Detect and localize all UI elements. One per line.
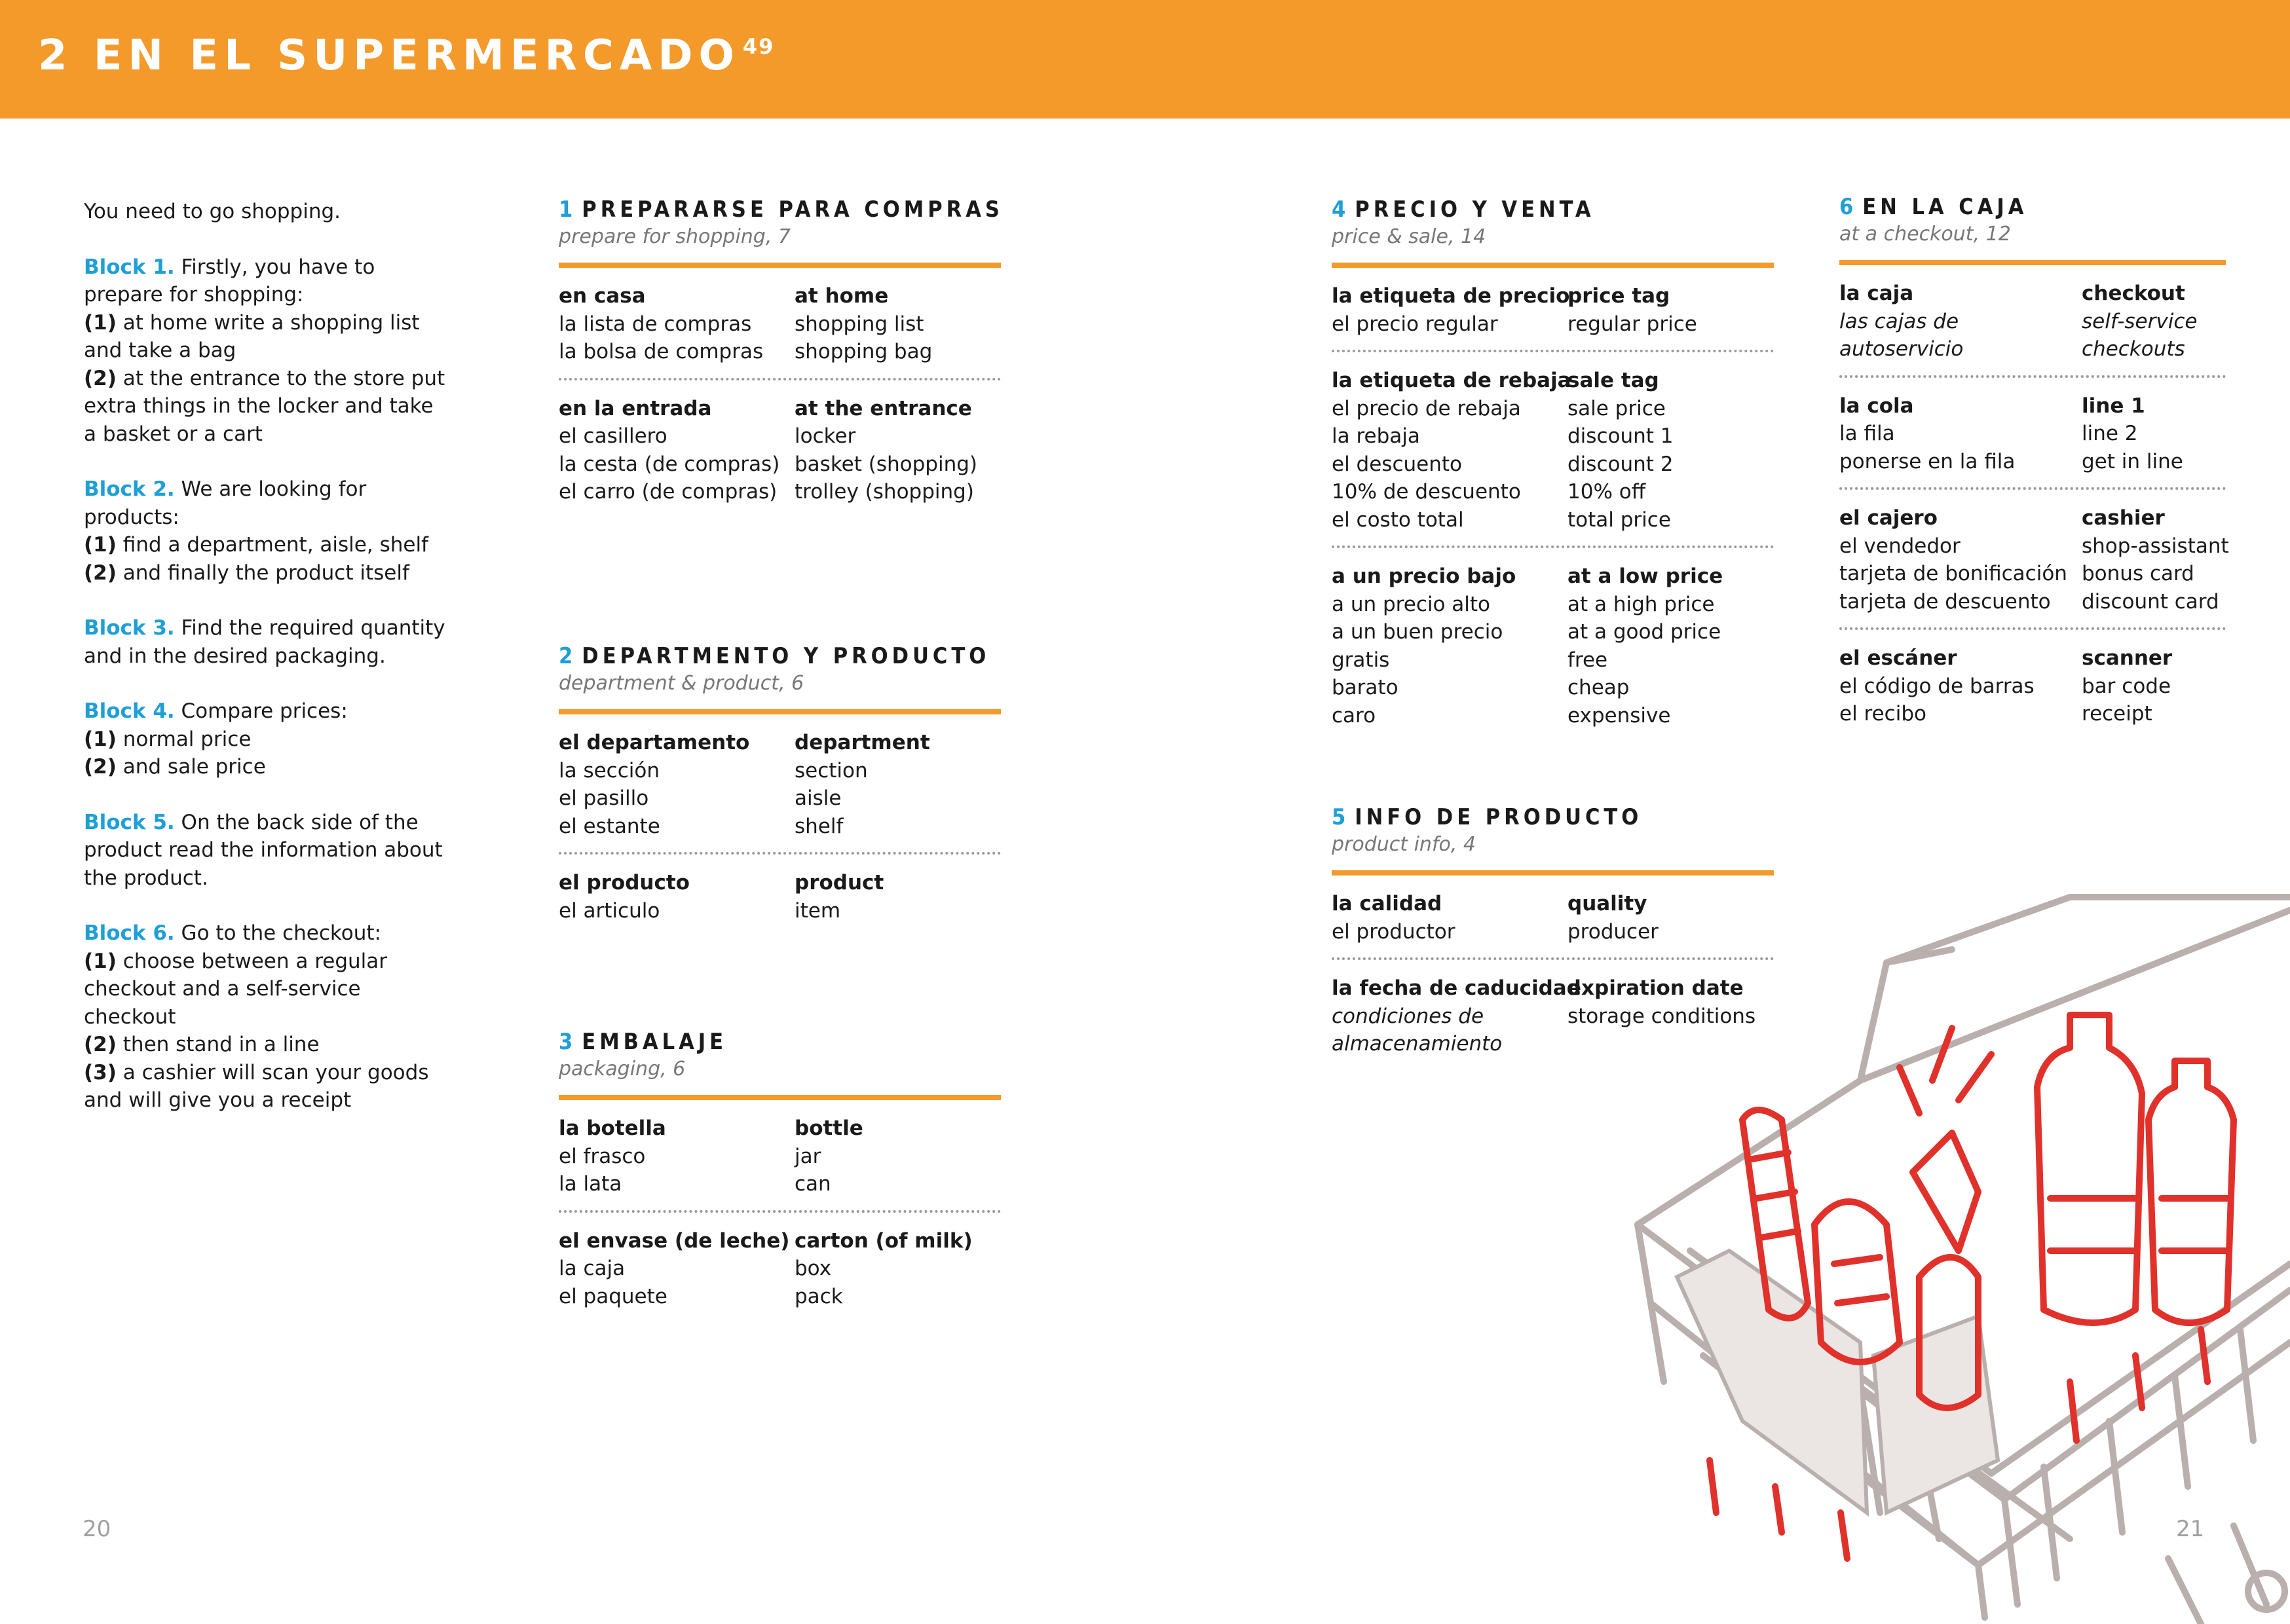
vocab-row [559, 1170, 1001, 1198]
section-heading [559, 1029, 1001, 1055]
vocab-row [559, 813, 1001, 841]
vocab-row [559, 897, 1001, 925]
vocab-row [1839, 280, 2226, 308]
english-term: sale price [1567, 396, 1666, 420]
vocab-row [1839, 392, 2226, 420]
spanish-term: el frasco [559, 1144, 646, 1168]
vocab-row [1839, 532, 2229, 561]
spanish-term: el escáner [1839, 646, 1957, 670]
english-term: item [795, 898, 841, 923]
spanish-term: a un precio alto [1332, 592, 1491, 616]
step-text: and finally the product itself [116, 561, 409, 585]
section-number: 3 [559, 1029, 577, 1055]
vocab-group [559, 729, 1001, 840]
vocab-group [1332, 350, 1774, 534]
english-term: shopping list [795, 312, 924, 336]
spanish-term: 10% de descuento [1332, 480, 1521, 504]
vocab-row [559, 282, 1001, 310]
section-title: INFO DE PRODUCTO [1355, 804, 1643, 830]
vocab-row [1332, 646, 1774, 674]
vocab-row [559, 1143, 1001, 1171]
english-term: locker [795, 424, 856, 448]
spanish-term: el producto [559, 871, 690, 895]
spanish-term: la rebaja [1332, 424, 1420, 448]
spanish-term: la lata [559, 1172, 622, 1196]
section-title: EN LA CAJA [1862, 194, 2028, 220]
vocab-row [559, 1115, 1001, 1143]
step-text: a cashier will scan your goods and will give you a receipt [84, 1060, 429, 1112]
vocab-row [559, 338, 1001, 366]
english-term: department [795, 731, 930, 754]
section-rule [559, 263, 1001, 268]
english-term: cashier [2082, 506, 2165, 530]
section-heading [1839, 194, 2226, 220]
spanish-term: la caja [559, 1257, 626, 1280]
vocab-group [559, 1115, 1001, 1198]
vocab-row [1332, 674, 1774, 702]
spanish-term: el descuento [1332, 452, 1462, 476]
english-term: at home [795, 284, 889, 308]
english-term: basket (shopping) [795, 452, 977, 476]
spanish-term: a un buen precio [1332, 620, 1503, 644]
vocab-row [1332, 591, 1774, 619]
english-term: can [795, 1172, 831, 1196]
section-at-checkout [1839, 194, 2229, 728]
spanish-term: el casillero [559, 424, 667, 448]
section-rule [1332, 870, 1774, 876]
section-heading [1332, 196, 1774, 223]
page-number-left: 20 [83, 1516, 111, 1542]
instruction-block [84, 697, 451, 781]
vocab-group [559, 852, 1001, 925]
section-number: 2 [559, 643, 577, 669]
english-term: bar code [2082, 674, 2171, 698]
english-term: quality [1567, 892, 1647, 915]
spanish-term: la botella [559, 1116, 666, 1140]
block-text: We are looking for products: [84, 477, 367, 529]
step-text: at home write a shopping list and take a bag [84, 310, 420, 362]
vocab-row [559, 451, 1001, 479]
vocab-row [1839, 335, 2226, 363]
section-subtitle: price & sale, 14 [1332, 225, 1486, 248]
instruction-block [84, 919, 451, 1115]
vocab-group [559, 282, 1001, 366]
vocab-group [1839, 487, 2229, 616]
spanish-term: la fila [1839, 422, 1895, 445]
step-number: (1) [84, 533, 117, 557]
vocab-row [1839, 420, 2226, 448]
english-term: box [795, 1257, 832, 1280]
english-term: section [795, 758, 868, 783]
english-term: shopping bag [795, 340, 933, 363]
section-heading [559, 643, 1001, 669]
chapter-title: 2 EN EL SUPERMERCADO $^{49}$ [38, 31, 775, 80]
english-term: at a good price [1567, 620, 1721, 644]
vocab-row [559, 1227, 1001, 1255]
english-term: at the entrance [795, 396, 972, 420]
step-number: (2) [84, 755, 117, 779]
block-text: Compare prices: [174, 699, 348, 723]
step-text: and sale price [116, 755, 266, 779]
step-number: (1) [84, 310, 117, 335]
vocab-row [559, 784, 1001, 813]
vocab-row [559, 729, 1001, 757]
english-term: scanner [2082, 646, 2173, 670]
spanish-term: el pasillo [559, 786, 649, 810]
spanish-term: el articulo [559, 898, 660, 923]
spanish-term: en la entrada [559, 396, 712, 420]
spanish-term: tarjeta de descuento [1839, 589, 2051, 614]
section-number: 6 [1839, 194, 1858, 220]
english-term: discount card [2082, 589, 2219, 614]
vocab-row [1839, 504, 2226, 532]
vocab-group [1332, 282, 1774, 338]
section-subtitle: prepare for shopping, 7 [559, 225, 791, 248]
spanish-term: almacenamiento [1332, 1032, 1503, 1056]
spanish-term: la cesta (de compras) [559, 452, 780, 476]
spanish-term: el cajero [1839, 506, 1938, 530]
step-number: (2) [84, 1033, 117, 1056]
block-label: Block 4. [84, 699, 175, 723]
spanish-term: el estante [559, 814, 660, 838]
vocab-row [559, 310, 1001, 339]
english-term: price tag [1567, 284, 1670, 308]
section-number: 4 [1332, 196, 1350, 223]
spanish-term: condiciones de [1332, 1004, 1484, 1028]
step-number: (3) [84, 1060, 117, 1084]
step-number: (2) [84, 366, 117, 390]
spanish-term: autoservicio [1839, 337, 1964, 361]
vocab-row [559, 1283, 1001, 1311]
english-term: bonus card [2082, 562, 2194, 585]
spanish-term: la caja [1839, 282, 1914, 305]
spanish-term: el código de barras [1839, 674, 2035, 698]
section-number: 1 [559, 196, 577, 223]
block-label: Block 2. [84, 477, 175, 501]
spanish-term: el productor [1332, 919, 1455, 944]
vocab-group [1839, 627, 2226, 728]
spanish-term: el departamento [559, 731, 750, 754]
vocab-row [1332, 451, 1774, 479]
block-text: Firstly, you have to prepare for shopping: [84, 255, 375, 306]
english-term: expiration date [1567, 976, 1744, 1000]
spanish-term: gratis [1332, 648, 1390, 672]
section-title: PRECIO Y VENTA [1355, 196, 1595, 223]
section-packaging [559, 1029, 1001, 1310]
vocab-row [559, 395, 1001, 423]
shopping-cart-icon [1611, 884, 2290, 1624]
section-subtitle: at a checkout, 12 [1839, 223, 2011, 246]
section-price-and-sale [1332, 196, 1774, 729]
english-term: checkout [2082, 282, 2185, 305]
english-term: expensive [1567, 703, 1671, 728]
spanish-term: la lista de compras [559, 312, 752, 336]
block-text: Find the required quantity and in the desired packaging. [84, 616, 445, 668]
section-title: EMBALAJE [582, 1029, 728, 1055]
spanish-term: la bolsa de compras [559, 340, 764, 363]
step-number: (2) [84, 561, 117, 585]
english-term: get in line [2082, 449, 2183, 473]
section-subtitle: packaging, 6 [559, 1058, 686, 1080]
vocab-group [1839, 375, 2226, 476]
step-text: then stand in a line [116, 1033, 320, 1056]
english-term: aisle [795, 786, 842, 810]
english-term: trolley (shopping) [795, 480, 974, 504]
vocab-row [1332, 478, 1774, 506]
vocab-row [1839, 588, 2226, 616]
english-term: sale tag [1567, 369, 1659, 392]
spanish-term: la cola [1839, 394, 1914, 418]
instruction-block [84, 614, 451, 670]
english-term: free [1567, 648, 1608, 672]
block-label: Block 6. [84, 921, 175, 945]
english-term: jar [795, 1144, 821, 1168]
block-label: Block 1. [84, 255, 175, 279]
page-number-right: 21 [2176, 1516, 2205, 1542]
spanish-term: tarjeta de bonificación [1839, 562, 2067, 585]
english-term: line 1 [2082, 394, 2145, 418]
english-term: 10% off [1567, 480, 1646, 504]
spanish-term: barato [1332, 676, 1398, 699]
section-title: PREPARARSE PARA COMPRAS [582, 196, 1004, 223]
spanish-term: la calidad [1332, 892, 1442, 915]
spanish-term: ponerse en la fila [1839, 449, 2016, 473]
spanish-term: la etiqueta de precio [1332, 284, 1570, 308]
english-term: self-service [2082, 309, 2198, 333]
spanish-term: la etiqueta de rebaja [1332, 369, 1571, 392]
section-subtitle: department & product, 6 [559, 672, 804, 695]
english-term: regular price [1567, 312, 1697, 336]
vocab-row [559, 757, 1001, 785]
spanish-term: el precio de rebaja [1332, 396, 1521, 420]
english-term: product [795, 871, 884, 895]
vocab-group [1839, 280, 2226, 363]
block-text: On the back side of the product read the information about the product. [84, 810, 443, 890]
spanish-term: el costo total [1332, 507, 1464, 532]
vocab-row [559, 422, 1001, 451]
section-heading [1332, 804, 1774, 830]
section-title: DEPARTMENTO Y PRODUCTO [582, 643, 990, 669]
spanish-term: la sección [559, 758, 660, 783]
vocab-group [559, 378, 1001, 506]
vocab-row [1839, 700, 2226, 728]
spanish-term: el envase (de leche) [559, 1228, 790, 1253]
vocab-row [1332, 395, 1774, 423]
vocab-row [1839, 644, 2226, 673]
instruction-block [84, 809, 451, 893]
vocab-row [1332, 282, 1774, 310]
english-term: receipt [2082, 702, 2152, 726]
vocab-row [1839, 673, 2226, 701]
english-term: total price [1567, 507, 1671, 532]
section-subtitle: product info, 4 [1332, 833, 1476, 856]
spanish-term: el recibo [1839, 702, 1926, 726]
spanish-term: caro [1332, 703, 1376, 728]
english-term: pack [795, 1284, 843, 1308]
vocab-group [1332, 545, 1774, 729]
spanish-term: el precio regular [1332, 312, 1498, 336]
vocab-row [1332, 367, 1774, 395]
vocab-row [559, 869, 1001, 897]
english-term: bottle [795, 1116, 863, 1140]
instruction-block [84, 253, 451, 449]
block-text: Go to the checkout: [174, 921, 381, 945]
step-text: choose between a regular checkout and a self-service checkout [84, 949, 388, 1029]
chapter-title-superscript: 49 [742, 34, 775, 59]
vocab-row [1839, 308, 2226, 336]
english-term: discount 2 [1567, 452, 1674, 476]
spanish-term: a un precio bajo [1332, 564, 1516, 588]
section-department-and-product [559, 643, 1001, 925]
english-term: carton (of milk) [795, 1228, 973, 1253]
vocab-row [1839, 448, 2226, 476]
section-heading [559, 196, 1004, 223]
vocab-row [1332, 506, 1774, 534]
vocab-row [1839, 560, 2226, 588]
english-term: discount 1 [1567, 424, 1674, 448]
english-term: producer [1567, 919, 1659, 944]
vocab-row [1332, 618, 1774, 646]
block-label: Block 5. [84, 810, 175, 834]
vocab-row [1332, 310, 1774, 339]
chapter-header-bar [0, 0, 2290, 119]
section-preparing-for-shopping [559, 196, 1004, 506]
spanish-term: las cajas de [1839, 309, 1959, 333]
section-rule [559, 709, 1001, 714]
english-term: at a low price [1567, 564, 1723, 588]
english-term: at a high price [1567, 592, 1715, 616]
spanish-term: el carro (de compras) [559, 480, 778, 504]
step-number: (1) [84, 949, 117, 973]
instruction-block [84, 475, 451, 587]
spanish-term: en casa [559, 284, 646, 308]
step-text: find a department, aisle, shelf [116, 533, 428, 557]
english-term: line 2 [2082, 422, 2138, 445]
vocab-row [1332, 563, 1774, 591]
english-term: checkouts [2082, 337, 2185, 361]
english-term: shelf [795, 814, 844, 838]
section-rule [559, 1095, 1001, 1100]
section-number: 5 [1332, 804, 1350, 830]
spanish-term: el vendedor [1839, 534, 1961, 558]
intro-lead: You need to go shopping. [84, 200, 341, 223]
english-term: shop-assistant [2082, 534, 2229, 558]
section-rule [1332, 263, 1774, 268]
step-number: (1) [84, 727, 117, 751]
vocab-row [1332, 422, 1774, 451]
intro-instructions [84, 198, 451, 1142]
english-term: cheap [1567, 676, 1630, 699]
section-rule [1839, 260, 2226, 265]
spanish-term: el paquete [559, 1284, 667, 1308]
english-term: storage conditions [1567, 1004, 1756, 1028]
vocab-row [1332, 702, 1774, 730]
spanish-term: la fecha de caducidad [1332, 976, 1581, 1000]
step-text: normal price [116, 727, 252, 751]
vocab-row [559, 1255, 1001, 1283]
vocab-group [559, 1210, 1001, 1311]
vocab-row [559, 478, 1001, 506]
block-label: Block 3. [84, 616, 175, 640]
step-text: at the entrance to the store put extra things in the locker and take a basket or a cart [84, 366, 445, 446]
